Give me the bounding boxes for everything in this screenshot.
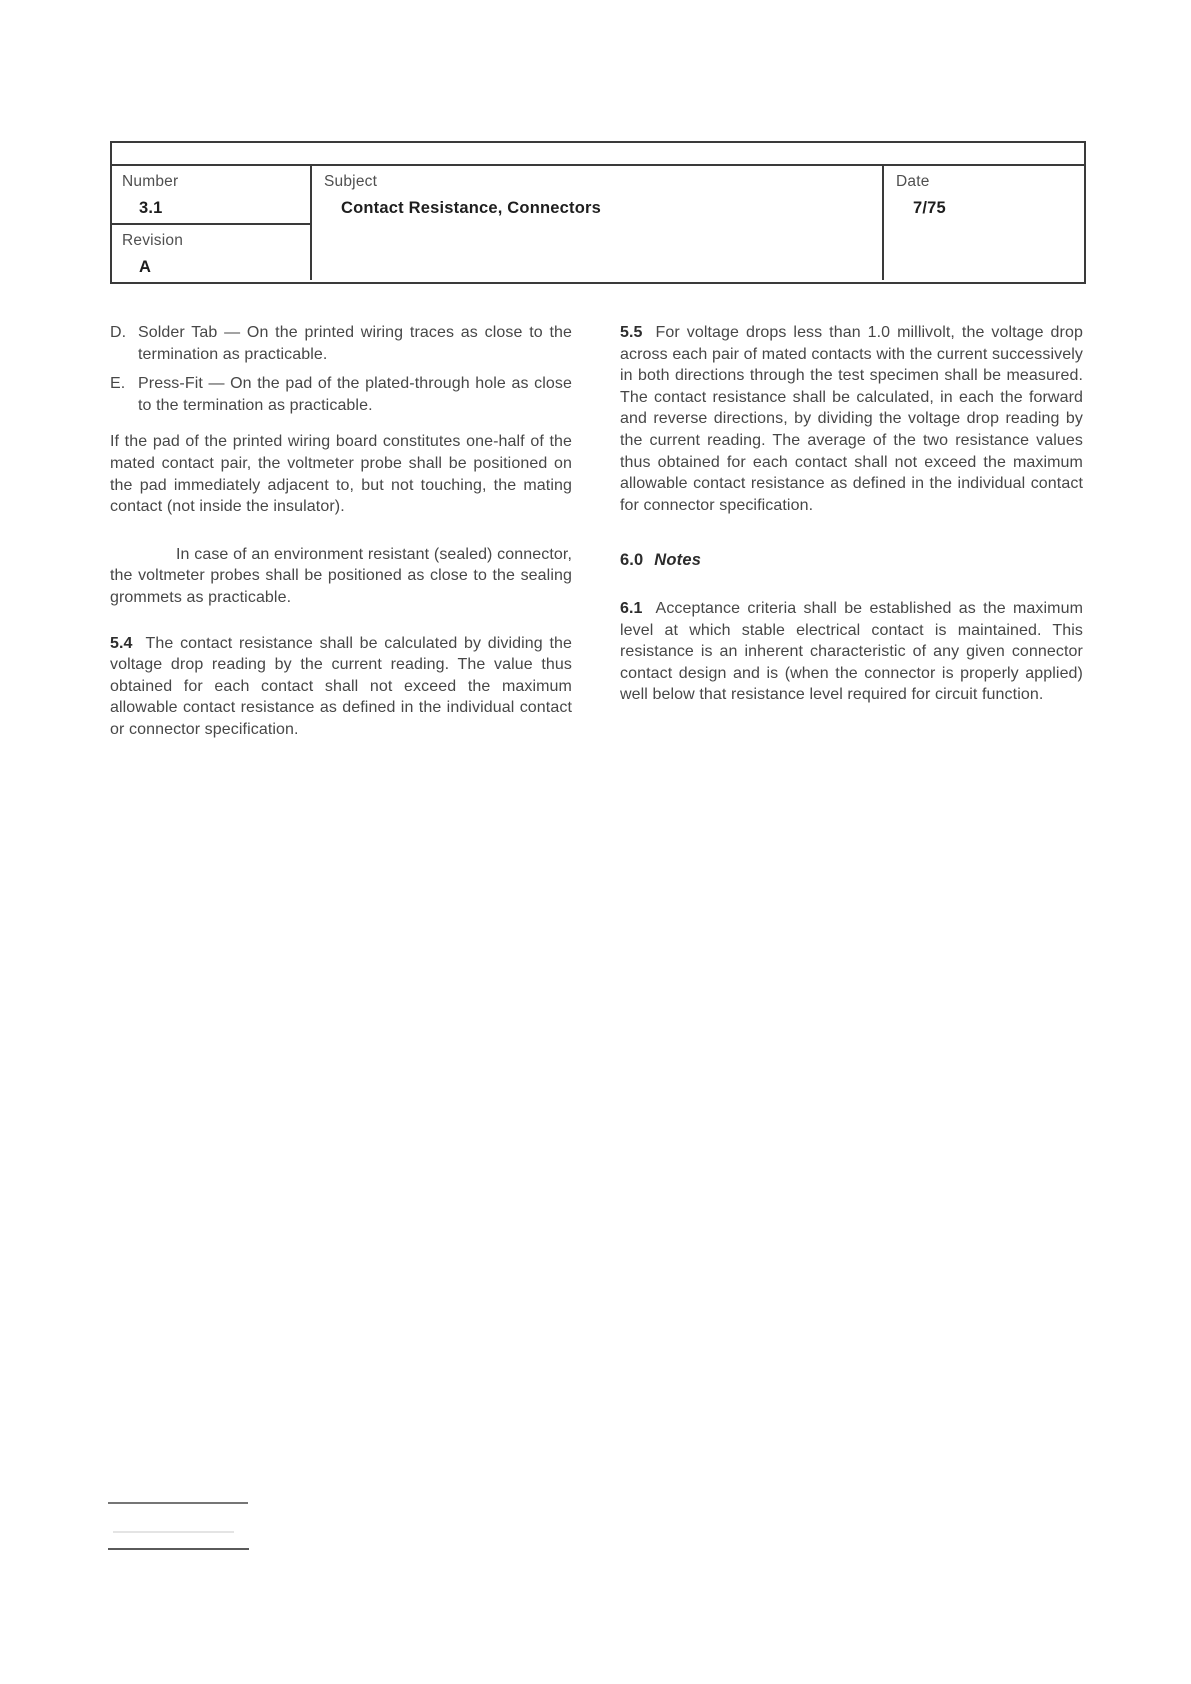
horizontal-rule-top [108, 1502, 248, 1504]
header-date-cell [882, 166, 1084, 280]
list-item-e [110, 373, 572, 416]
paragraph-sealed-connector: In case of an environment resistant (sealed) connector, the voltmeter probes shall be positioned as close to the sealing grommets as practicable. [110, 545, 572, 606]
number-value: 3.1 [139, 199, 163, 217]
right-text-column [620, 322, 1083, 706]
horizontal-rule-bottom [108, 1548, 249, 1550]
revision-label: Revision [122, 232, 184, 249]
header-table [110, 141, 1086, 284]
section-6-1 [620, 598, 1083, 706]
header-subject-cell [312, 166, 882, 280]
section-text: For voltage drops less than 1.0 millivolt, the voltage drop across each pair of mated contacts with the current successively in both directions through the test specimen shall be measured. The contact resistance shall be calculated, in each the forward and reverse directions, by dividing the voltage drop reading by the current reading. The average of the two resistance values thus obtained for each contact shall not exceed the maximum allowable contact resistance as defined in the individual contact for connector specification. [620, 324, 1083, 514]
number-label: Number [122, 173, 179, 190]
horizontal-rule-faint [113, 1531, 234, 1533]
subject-value: Contact Resistance, Connectors [341, 199, 601, 217]
section-title: Notes [654, 551, 702, 570]
revision-value: A [139, 258, 152, 276]
section-number: 5.4 [110, 634, 133, 652]
section-6-0-heading [620, 550, 1083, 572]
section-text: The contact resistance shall be calculated by dividing the voltage drop reading by the current reading. The value thus obtained for each contact shall not exceed the maximum allowable contact resistance as defined in the individual contact or connector specification. [110, 634, 572, 738]
header-number-cell [112, 166, 310, 225]
header-number-revision-column [112, 166, 312, 280]
section-text: Acceptance criteria shall be established as the maximum level at which stable electrical contact is maintained. This resistance is an inherent characteristic of any given connector contact design and is (when the connector is properly applied) well below that resistance level required for circuit function. [620, 599, 1083, 704]
list-item-text: Press-Fit — On the pad of the plated-through hole as close to the termination as practicable. [138, 375, 572, 414]
header-revision-cell [112, 225, 310, 280]
list-marker: D. [110, 324, 127, 341]
list-item-d [110, 322, 572, 365]
left-text-column [110, 322, 572, 741]
list-marker: E. [110, 375, 126, 393]
section-5-4 [110, 633, 572, 741]
list-item-text: Solder Tab — On the printed wiring traces as close to the termination as practicable. [138, 324, 572, 363]
section-number: 6.0 [620, 551, 644, 570]
subject-label: Subject [324, 173, 378, 190]
section-5-5 [620, 322, 1083, 516]
paragraph-pad-probe: If the pad of the printed wiring board constitutes one-half of the mated contact pair, the voltmeter probe shall be positioned on the pad immediately adjacent to, but not touching, the mating contact (not inside the insulator). [110, 433, 572, 516]
header-top-empty-row [112, 143, 1084, 166]
section-number: 6.1 [620, 599, 643, 617]
date-label: Date [896, 173, 930, 190]
section-number: 5.5 [620, 324, 643, 341]
header-main-row [112, 166, 1084, 280]
date-value: 7/75 [913, 199, 946, 217]
